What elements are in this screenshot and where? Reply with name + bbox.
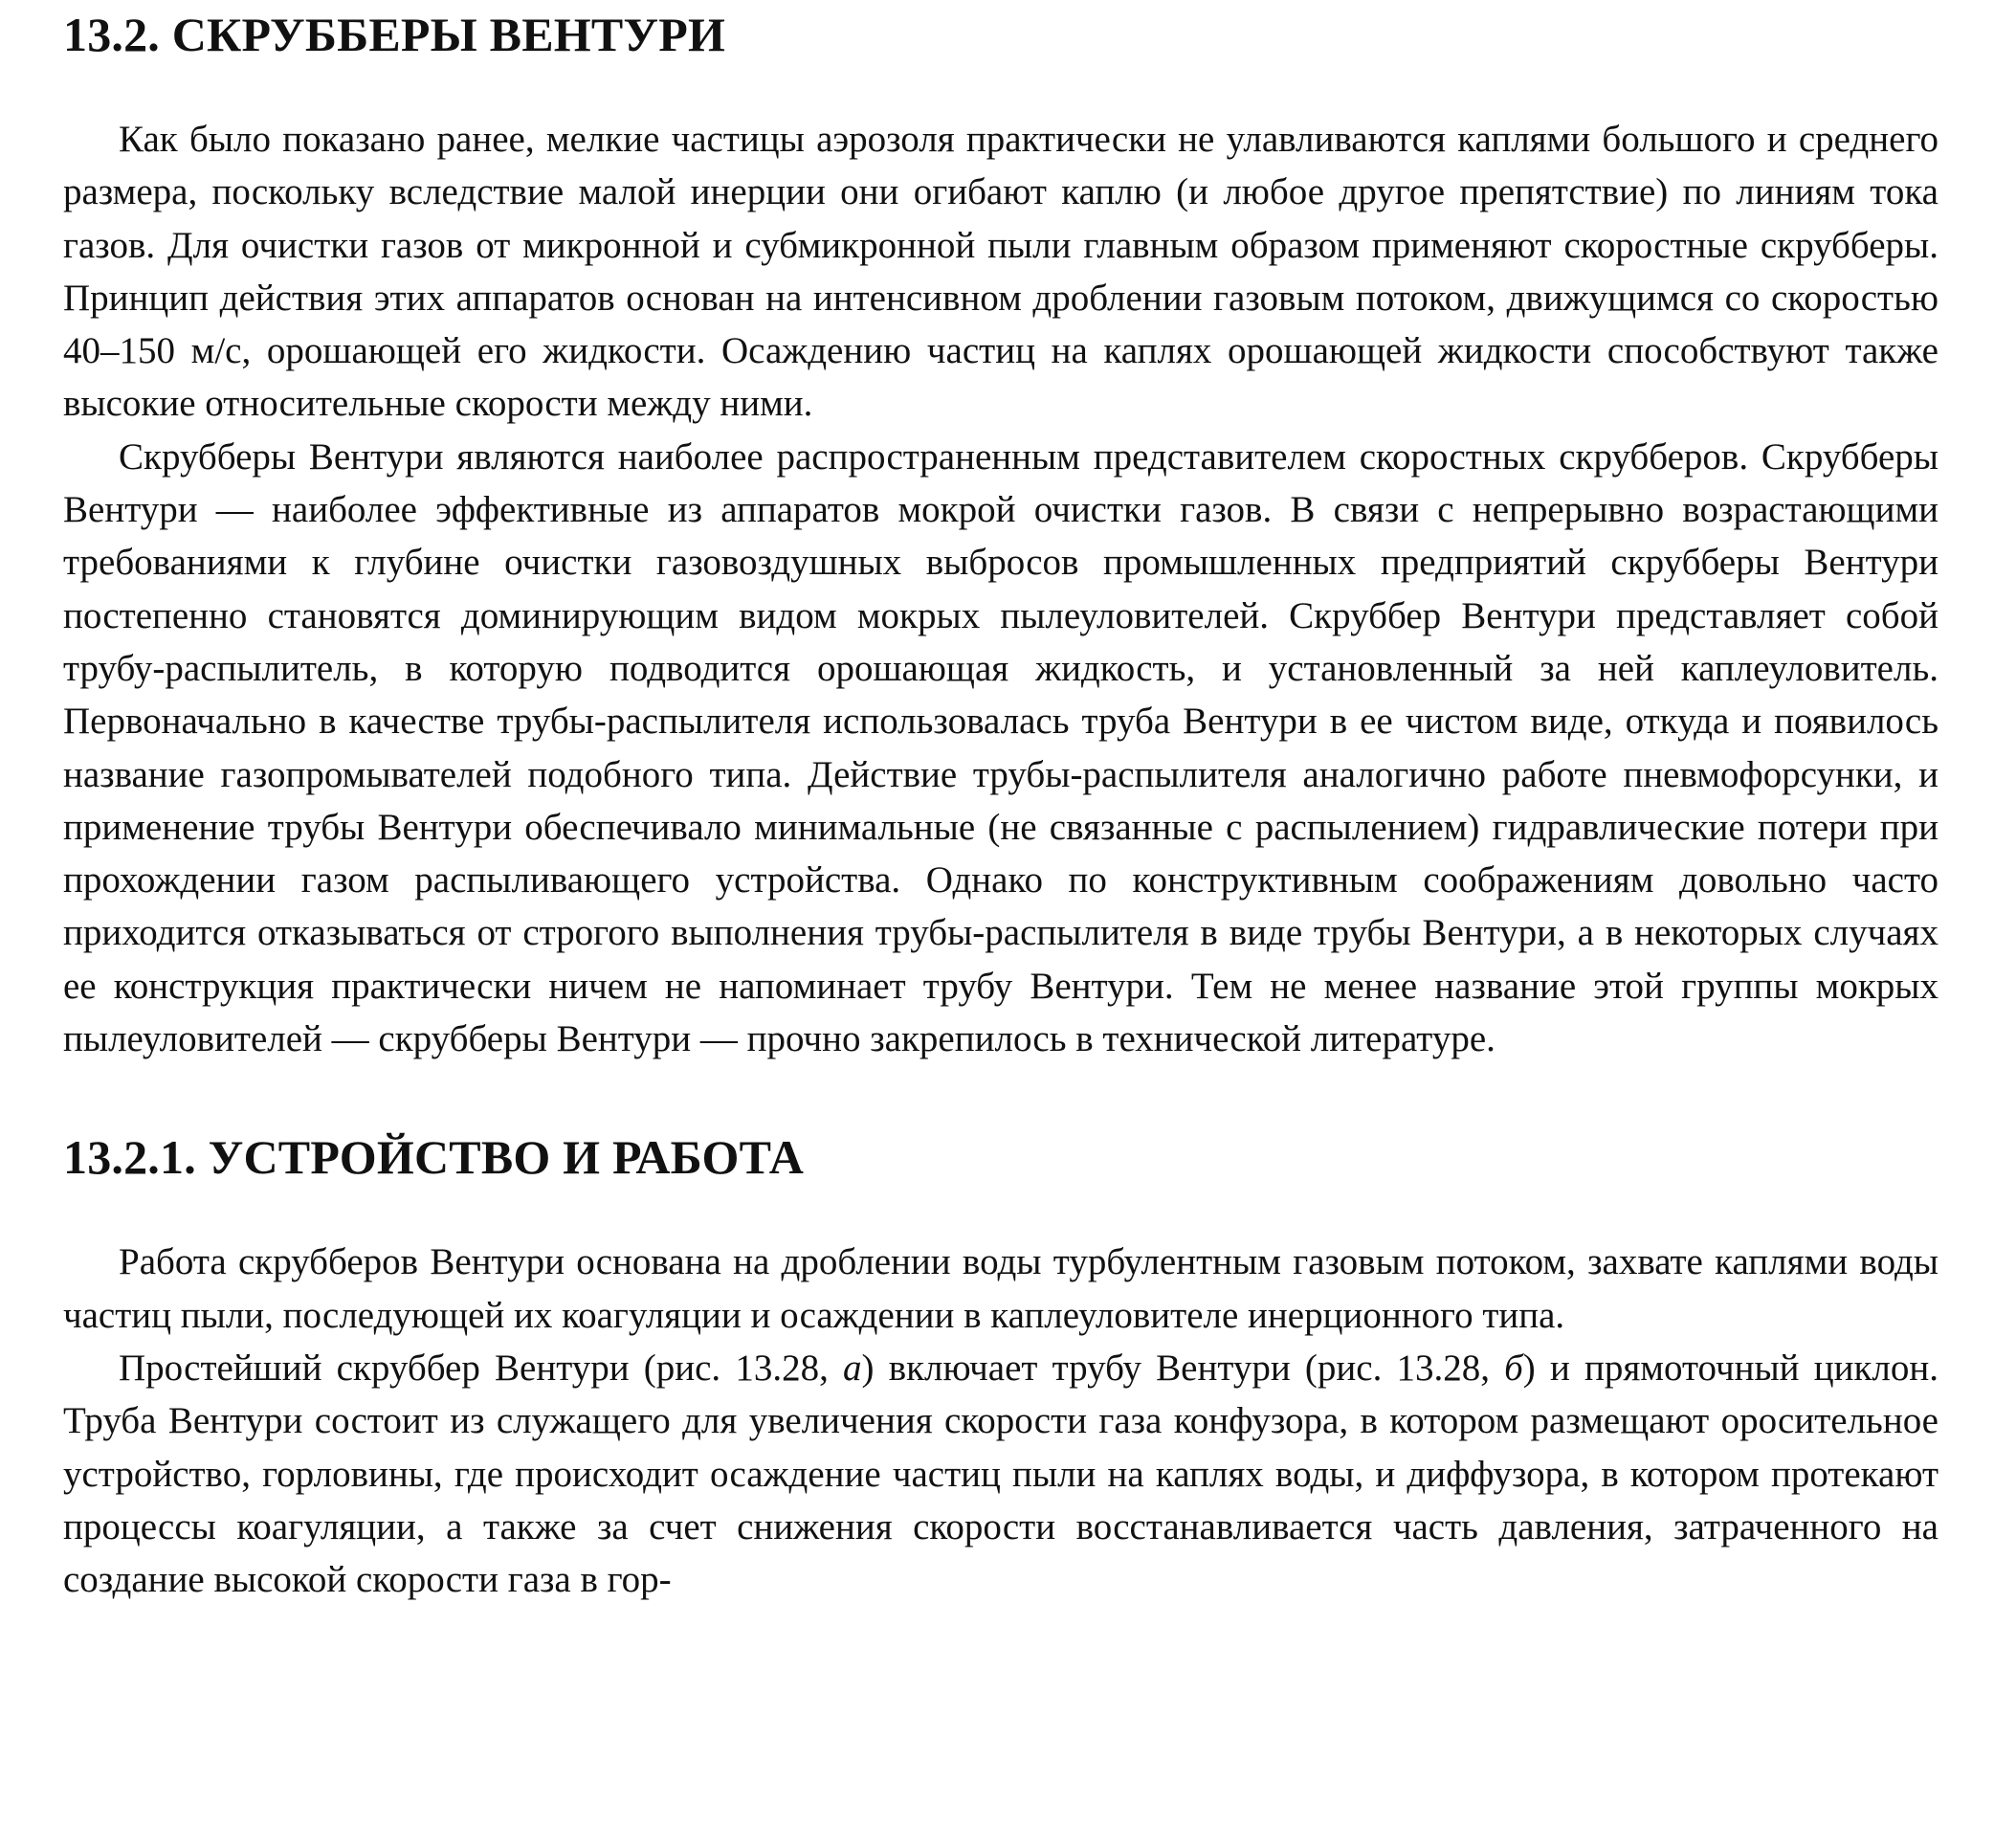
section-paragraph-2: Скрубберы Вентури являются наиболее распространенным представителем скоростных скрубберов. Скрубберы Вентури — наиболее эффективные из аппаратов мокрой очистки газов. В связи с непрерывно возрастающими требованиями к глубине очистки газовоздушных выбросов промышленных предприятий скрубберы Вентури постепенно становятся доминирующим видом мокрых пылеуловителей. Скруббер Вентури представляет собой трубу-распылитель, в которую подводится орошающая жидкость, и установленный за ней каплеуловитель. Первоначально в качестве трубы-распылителя использовалась труба Вентури в ее чистом виде, откуда и появилось название газопромывателей подобного типа. Действие трубы-распылителя аналогично работе пневмофорсунки, и применение трубы Вентури обеспечивало минимальные (не связанные с распылением) гидравлические потери при прохождении газом распыливающего устройства. Однако по конструктивным соображениям довольно часто приходится отказываться от строгого выполнения трубы-распылителя в виде трубы Вентури, а в некоторых случаях ее конструкция практически ничем не напоминает трубу Вентури. Тем не менее название этой группы мокрых пылеуловителей — скрубберы Вентури — прочно закрепилось в технической литературе. [63, 435, 1938, 1060]
figure-label-a: а [843, 1347, 862, 1389]
paragraph-text: ) включает трубу Вентури (рис. 13.28, [861, 1347, 1505, 1389]
subsection-paragraph-2 [63, 1342, 1938, 1606]
section-paragraph-1: Как было показано ранее, мелкие частицы аэрозоля практически не улавливаются каплями большого и среднего размера, поскольку вследствие малой инерции они огибают каплю (и любое другое препятствие) по линиям тока газов. Для очистки газов от микронной и субмикронной пыли главным образом применяют скоростные скрубберы. Принцип действия этих аппаратов основан на интенсивном дроблении газовым потоком, движущимся со скоростью 40–150 м/с, орошающей его жидкости. Осаждению частиц на каплях орошающей жидкости способствуют также высокие относительные скорости между ними. [63, 119, 1938, 425]
figure-label-b: б [1504, 1347, 1523, 1389]
document-page [63, 0, 1938, 1606]
section-title: 13.2. СКРУББЕРЫ ВЕНТУРИ [63, 8, 726, 61]
subsection-paragraph-1: Работа скрубберов Вентури основана на дроблении воды турбулентным газовым потоком, захвате каплями воды частиц пыли, последующей их коагуляции и осаждении в каплеуловителе инерционного типа. [63, 1241, 1938, 1336]
paragraph-text: Простейший скруббер Вентури (рис. 13.28, [119, 1347, 844, 1389]
subsection-title: 13.2.1. УСТРОЙСТВО И РАБОТА [63, 1130, 805, 1185]
paragraph-text: ) и прямоточный циклон. Труба Вентури состоит из служащего для увеличения скорости газа конфузора, в котором размещают оросительное устройство, горловины, где происходит осаждение частиц пыли на каплях воды, и диффузора, в котором протекают процессы коагуляции, а также за счет снижения скорости восстанавливается часть давления, затраченного на создание высокой скорости газа в гор- [63, 1347, 1938, 1601]
